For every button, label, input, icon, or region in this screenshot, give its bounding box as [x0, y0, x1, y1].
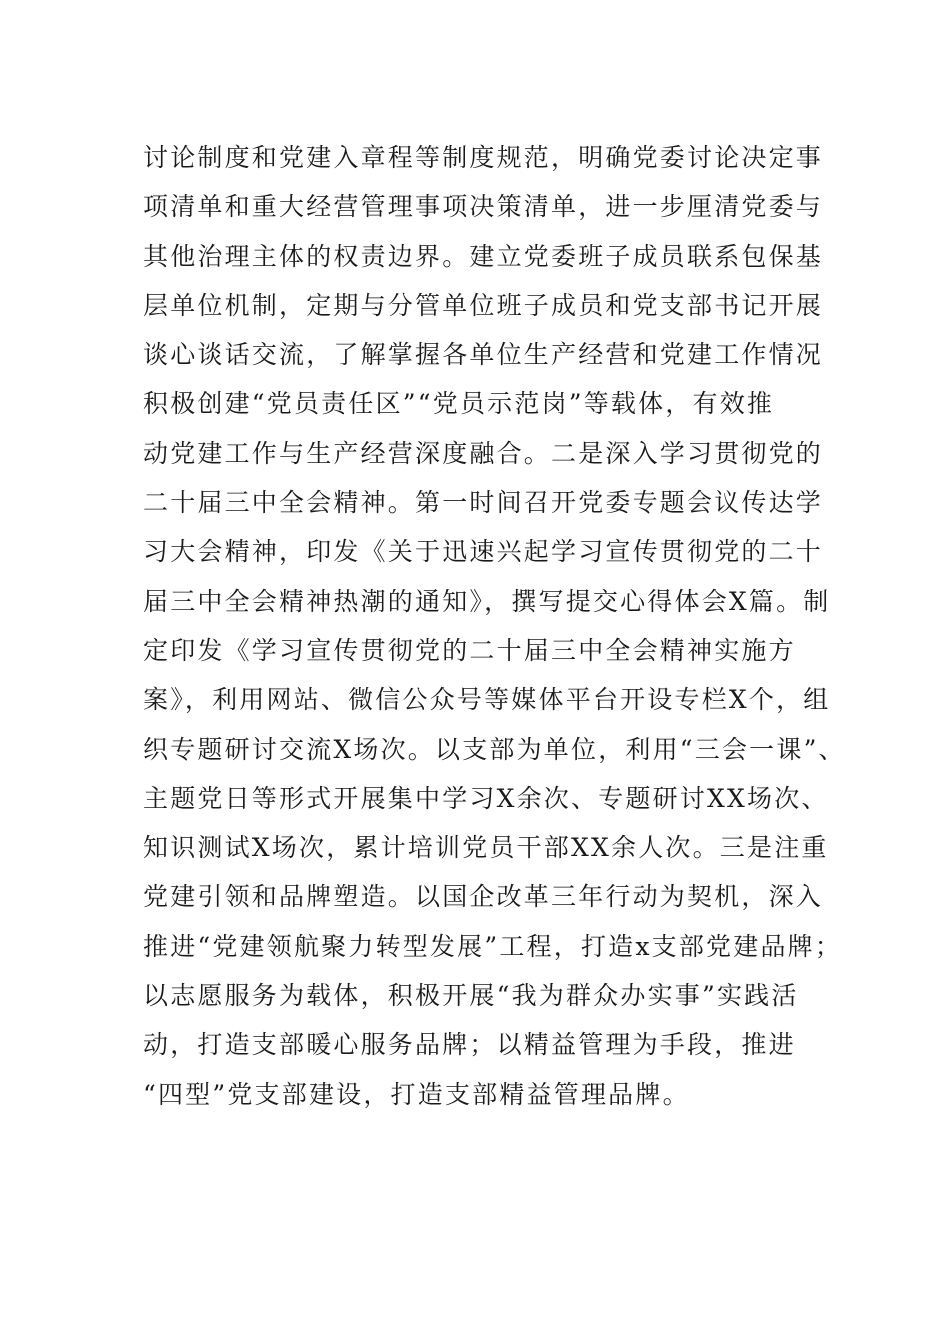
paragraph-line: 织专题研讨交流X场次。以支部为单位，利用“三会一课”、	[143, 734, 846, 764]
paragraph-line: 党建引领和品牌塑造。以国企改革三年行动为契机，深入	[143, 882, 824, 912]
paragraph-line: 积极创建“党员责任区”“党员示范岗”等载体，有效推	[143, 389, 775, 419]
paragraph-line: 谈心谈话交流，了解掌握各单位生产经营和党建工作情况	[143, 340, 824, 370]
paragraph-line: “四型”党支部建设，打造支部精益管理品牌。	[143, 1079, 690, 1109]
paragraph-line: 以志愿服务为载体，积极开展“我为群众办实事”实践活	[143, 981, 799, 1011]
paragraph-line: 层单位机制，定期与分管单位班子成员和党支部书记开展	[143, 290, 824, 320]
paragraph-line: 讨论制度和党建入章程等制度规范，明确党委讨论决定事	[143, 143, 824, 172]
paragraph-line: 定印发《学习宣传贯彻党的二十届三中全会精神实施方	[143, 635, 796, 665]
paragraph-line: 知识测试X场次，累计培训党员干部XX余人次。三是注重	[143, 833, 829, 863]
paragraph-line: 其他治理主体的权责边界。建立党委班子成员联系包保基	[143, 241, 824, 271]
body-paragraph	[143, 133, 846, 1119]
paragraph-line: 动党建工作与生产经营深度融合。二是深入学习贯彻党的	[143, 438, 824, 468]
paragraph-line: 动，打造支部暖心服务品牌；以精益管理为手段，推进	[143, 1030, 796, 1060]
paragraph-line: 习大会精神，印发《关于迅速兴起学习宣传贯彻党的二十	[143, 537, 824, 567]
paragraph-line: 主题党日等形式开展集中学习X余次、专题研讨XX场次、	[143, 783, 829, 813]
paragraph-line: 届三中全会精神热潮的通知》，撰写提交心得体会X篇。制	[143, 586, 831, 616]
paragraph-line: 项清单和重大经营管理事项决策清单，进一步厘清党委与	[143, 192, 824, 222]
paragraph-line: 推进“党建领航聚力转型发展”工程，打造x支部党建品牌；	[143, 931, 843, 961]
paragraph-line: 二十届三中全会精神。第一时间召开党委专题会议传达学	[143, 488, 824, 518]
paragraph-line: 案》，利用网站、微信公众号等媒体平台开设专栏X个，组	[143, 685, 831, 715]
